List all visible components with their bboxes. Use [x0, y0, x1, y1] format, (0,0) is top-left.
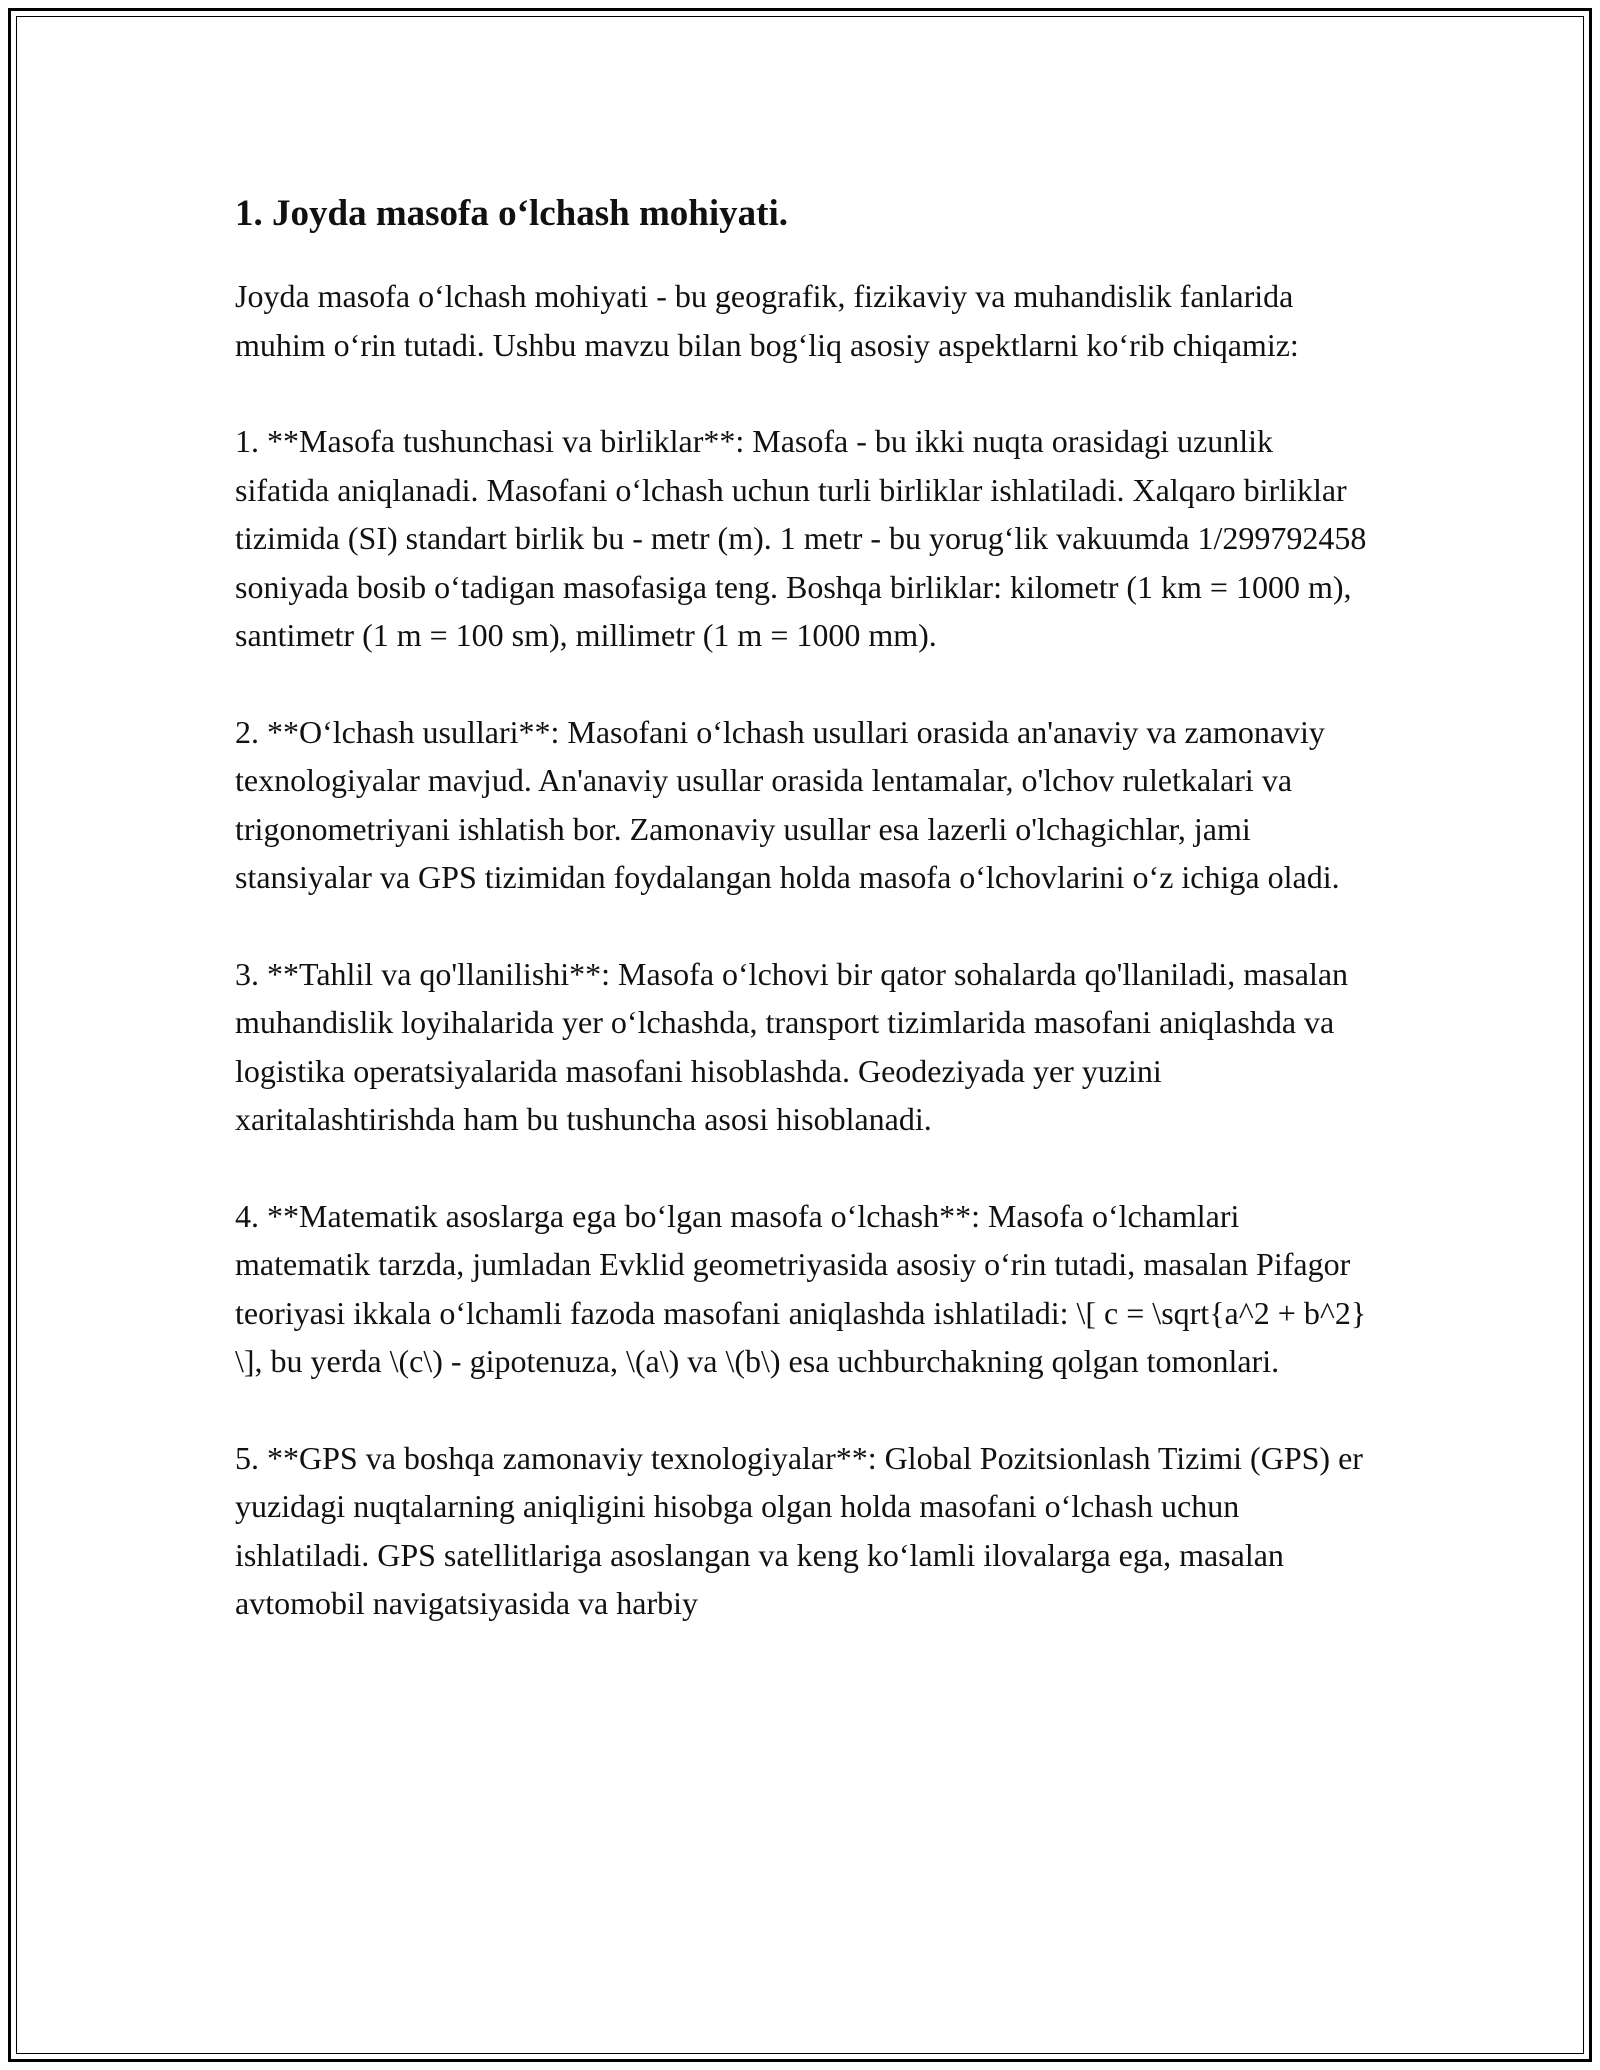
paragraph-units: 1. **Masofa tushunchasi va birliklar**: Masofa - bu ikki nuqta orasidagi uzunlik sifatida aniqlanadi. Masofani o‘lchash uchun turli birliklar ishlatiladi. Xalqaro birliklar tizimida (SI) standart birlik bu - metr (m). 1 metr - bu yorug‘lik vakuumda 1/299792458 soniyada bosib o‘tadigan masofasiga teng. Boshqa birliklar: kilometr (1 km = 1000 m), santimetr (1 m = 100 sm), millimetr (1 m = 1000 mm). — [235, 423, 1367, 653]
page-title: 1. Joyda masofa o‘lchash mohiyati. — [235, 193, 788, 234]
intro-paragraph: Joyda masofa o‘lchash mohiyati - bu geografik, fizikaviy va muhandislik fanlarida muhim o‘rin tutadi. Ushbu mavzu bilan bog‘liq asosiy aspektlarni ko‘rib chiqamiz: — [235, 278, 1299, 363]
paragraph-methods: 2. **O‘lchash usullari**: Masofani o‘lchash usullari orasida an'anaviy va zamonaviy texnologiyalar mavjud. An'anaviy usullar orasida lentamalar, o'lchov ruletkalari va trigonometriyani ishlatish bor. Zamonaviy usullar esa lazerli o'lchagichlar, jami stansiyalar va GPS tizimidan foydalangan holda masofa o‘lchovlarini o‘z ichiga oladi. — [235, 713, 1340, 895]
paragraph-gps: 5. **GPS va boshqa zamonaviy texnologiyalar**: Global Pozitsionlash Tizimi (GPS) er yuzidagi nuqtalarning aniqligini hisobga olgan holda masofani o‘lchash uchun ishlatiladi. GPS satellitlariga asoslangan va keng ko‘lamli ilovalarga ega, masalan avtomobil navigatsiyasida va harbiy — [235, 1439, 1363, 1621]
paragraph-math: 4. **Matematik asoslarga ega bo‘lgan masofa o‘lchash**: Masofa o‘lchamlari matematik tarzda, jumladan Evklid geometriyasida asosiy o‘rin tutadi, masalan Pifagor teoriyasi ikkala o‘lchamli fazoda masofani aniqlashda ishlatiladi: \[ c = \sqrt{a^2 + b^2} \], bu yerda \(c\) - gipotenuza, \(a\) va \(b\) esa uchburchakning qolgan tomonlari. — [235, 1197, 1367, 1379]
document-body — [235, 186, 1370, 1676]
paragraph-applications: 3. **Tahlil va qo'llanilishi**: Masofa o‘lchovi bir qator sohalarda qo'llaniladi, masalan muhandislik loyihalarida yer o‘lchashda, transport tizimlarida masofani aniqlashda va logistika operatsiyalarida masofani hisoblashda. Geodeziyada yer yuzini xaritalashtirishda ham bu tushuncha asosi hisoblanadi. — [235, 955, 1349, 1137]
